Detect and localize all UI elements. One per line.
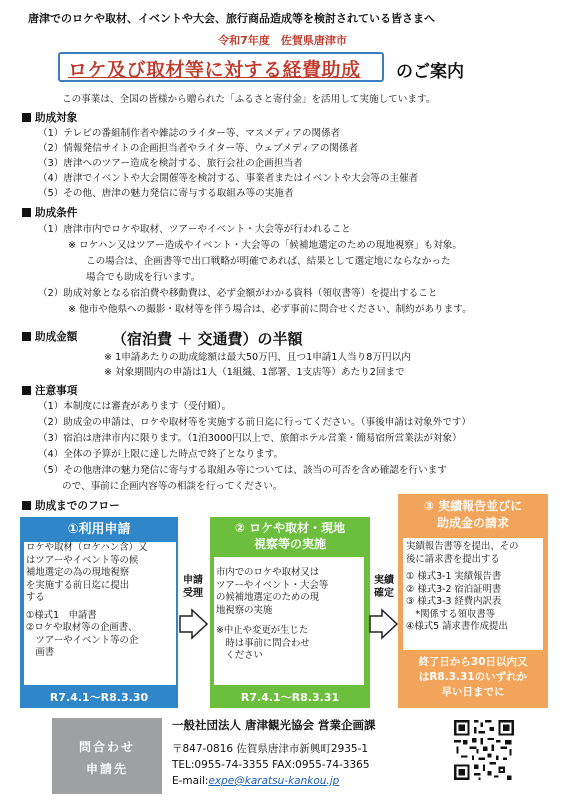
list-item: （2）情報発信サイトの企画担当者やライター等、ウェブメディアの関係者 xyxy=(38,143,359,154)
lead-text: この事業は、全国の皆様から贈られた「ふるさと寄付金」を活用して実施しています。 xyxy=(62,94,436,105)
qr-code-icon[interactable] xyxy=(452,718,516,782)
flow-step-report xyxy=(398,494,548,708)
note-line: （1）本制度には審査があります（受付順）。 xyxy=(38,401,232,412)
arrow-label-confirmed: 実績 確定 xyxy=(374,575,394,599)
contact-phone: TEL:0955-74-3355 FAX:0955-74-3365 xyxy=(172,759,370,771)
amount-value: （宿泊費 ＋ 交通費）の半額 xyxy=(112,330,303,348)
section-heading-flow: 助成までのフロー xyxy=(22,500,120,513)
note-line: （5）その他唐津の魅力発信に寄与する取組み等については、該当の可否を含め確認を行います xyxy=(38,465,447,476)
flow-step-date: R7.4.1～R8.3.31 xyxy=(240,691,340,704)
list-item: （5）その他、唐津の魅力発信に寄与する取組み等の実施者 xyxy=(38,188,294,199)
flow-step-date: R7.4.1～R8.3.30 xyxy=(49,691,149,704)
condition-line: 場合でも助成を行います。 xyxy=(86,272,201,283)
condition-line: この場合は、企画書等で出口戦略が明確であれば、結果として選定地にならなかった xyxy=(86,256,451,267)
section-heading-notes: 注意事項 xyxy=(22,385,77,398)
condition-line: ※ ロケハン又はツアー造成やイベント・大会等の「候補地選定のための現地視察」も対象。 xyxy=(68,240,462,251)
section-heading-amount: 助成金額 xyxy=(22,331,77,344)
list-item: （4）唐津でイベントや大会開催等を検討する、事業者またはイベントや大会等の主催者 xyxy=(38,173,419,184)
arrow-right-icon xyxy=(368,608,400,640)
contact-label-box xyxy=(52,718,162,794)
contact-address: 〒847-0816 佐賀県唐津市新興町2935-1 xyxy=(172,743,369,755)
flow-step-conduct xyxy=(210,517,370,708)
note-line: （4）全体の予算が上限に達した時点で終了となります。 xyxy=(38,449,284,460)
condition-line: （1）唐津市内でロケや取材、ツアーやイベント・大会等が行われること xyxy=(38,224,351,235)
note-line: （2）助成金の申請は、ロケや取材等を実施する前日迄に行ってください。（事後申請は対象外です） xyxy=(38,417,472,428)
contact-email-link[interactable]: expe@karatsu-kankou.jp xyxy=(208,775,340,787)
flow-step-body: 実績報告書等を提出、その 後に請求書を提出する ① 様式3-1 実績報告書 ② 様式3-2 宿泊証明書 ③ 様式3-3 経費内訳表 *関係する領収書等 ④様式5 請求書作成提出 xyxy=(403,538,543,650)
list-item: （3）唐津へのツアー造成を検討する、旅行会社の企画担当者 xyxy=(38,158,303,169)
contact-label: 問合わせ xyxy=(78,740,135,754)
flow-step-body: ロケや取材（ロケハン含）又 はツアーやイベント等の候 補地選定の為の現地視察 を実施する前日迄に提出 する ①様式1 申請書 ②ロケや取材等の企画書、 ツアーやイベント等の企 画書 xyxy=(24,542,176,685)
flow-step-title: ①利用申請 xyxy=(67,522,131,537)
contact-email-label: E-mail: xyxy=(172,775,209,787)
amount-note: ※ 対象期間内の申請は1人（1組織、1部署、1支店等）あたり2回まで xyxy=(104,367,405,378)
list-item: （1）テレビの番組制作者や雑誌のライター等、マスメディアの関係者 xyxy=(38,128,341,139)
flow-step-title: ② ロケや取材・現地 視察等の実施 xyxy=(234,521,346,551)
section-heading-eligibility: 助成対象 xyxy=(22,112,77,125)
contact-org: 一般社団法人 唐津観光協会 営業企画課 xyxy=(172,718,376,732)
title-block xyxy=(58,52,508,82)
condition-line: ※ 他市や他県への撮影・取材等を伴う場合は、必ず事前に問合せください、制約があります。 xyxy=(68,304,472,315)
arrow-right-icon xyxy=(178,608,210,640)
page-title: ロケ及び取材等に対する経費助成 xyxy=(68,59,361,81)
flow-step-title: ③ 実績報告並びに 助成金の請求 xyxy=(423,499,523,530)
arrow-label-received: 申請 受理 xyxy=(183,575,203,599)
flow-step-apply xyxy=(20,517,178,708)
page-title-suffix: のご案内 xyxy=(396,62,464,82)
note-line: ので、事前に企画内容等の相談を行ってください。 xyxy=(62,481,283,492)
contact-email-row xyxy=(172,774,339,788)
condition-line: （2）助成対象となる宿泊費や移動費は、必ず金額がわかる資料（領収書等）を提出すること xyxy=(38,288,438,299)
amount-note: ※ 1申請あたりの助成総額は最大50万円、且つ1申請1人当り8万円以内 xyxy=(104,352,411,363)
subtitle: 令和7年度 佐賀県唐津市 xyxy=(218,34,347,47)
note-line: （3）宿泊は唐津市内に限ります。（1泊3000円以上で、旅館ホテル営業・簡易宿所営業法が対象） xyxy=(38,433,462,444)
flow-step-body: 市内でのロケや取材又は ツアーやイベント・大会等 の候補地選定のための現 地視察の実施 ※中止や変更が生じた 時は事前に問合わせ ください xyxy=(214,557,364,685)
section-heading-conditions: 助成条件 xyxy=(22,207,77,220)
contact-label: 申請先 xyxy=(85,762,128,776)
intro-text: 唐津でのロケや取材、イベントや大会、旅行商品造成等を検討されている皆さまへ xyxy=(28,12,435,25)
flow-step-deadline: 終了日から30日以内又 はR8.3.31のいずれか 早い日までに xyxy=(418,656,528,698)
